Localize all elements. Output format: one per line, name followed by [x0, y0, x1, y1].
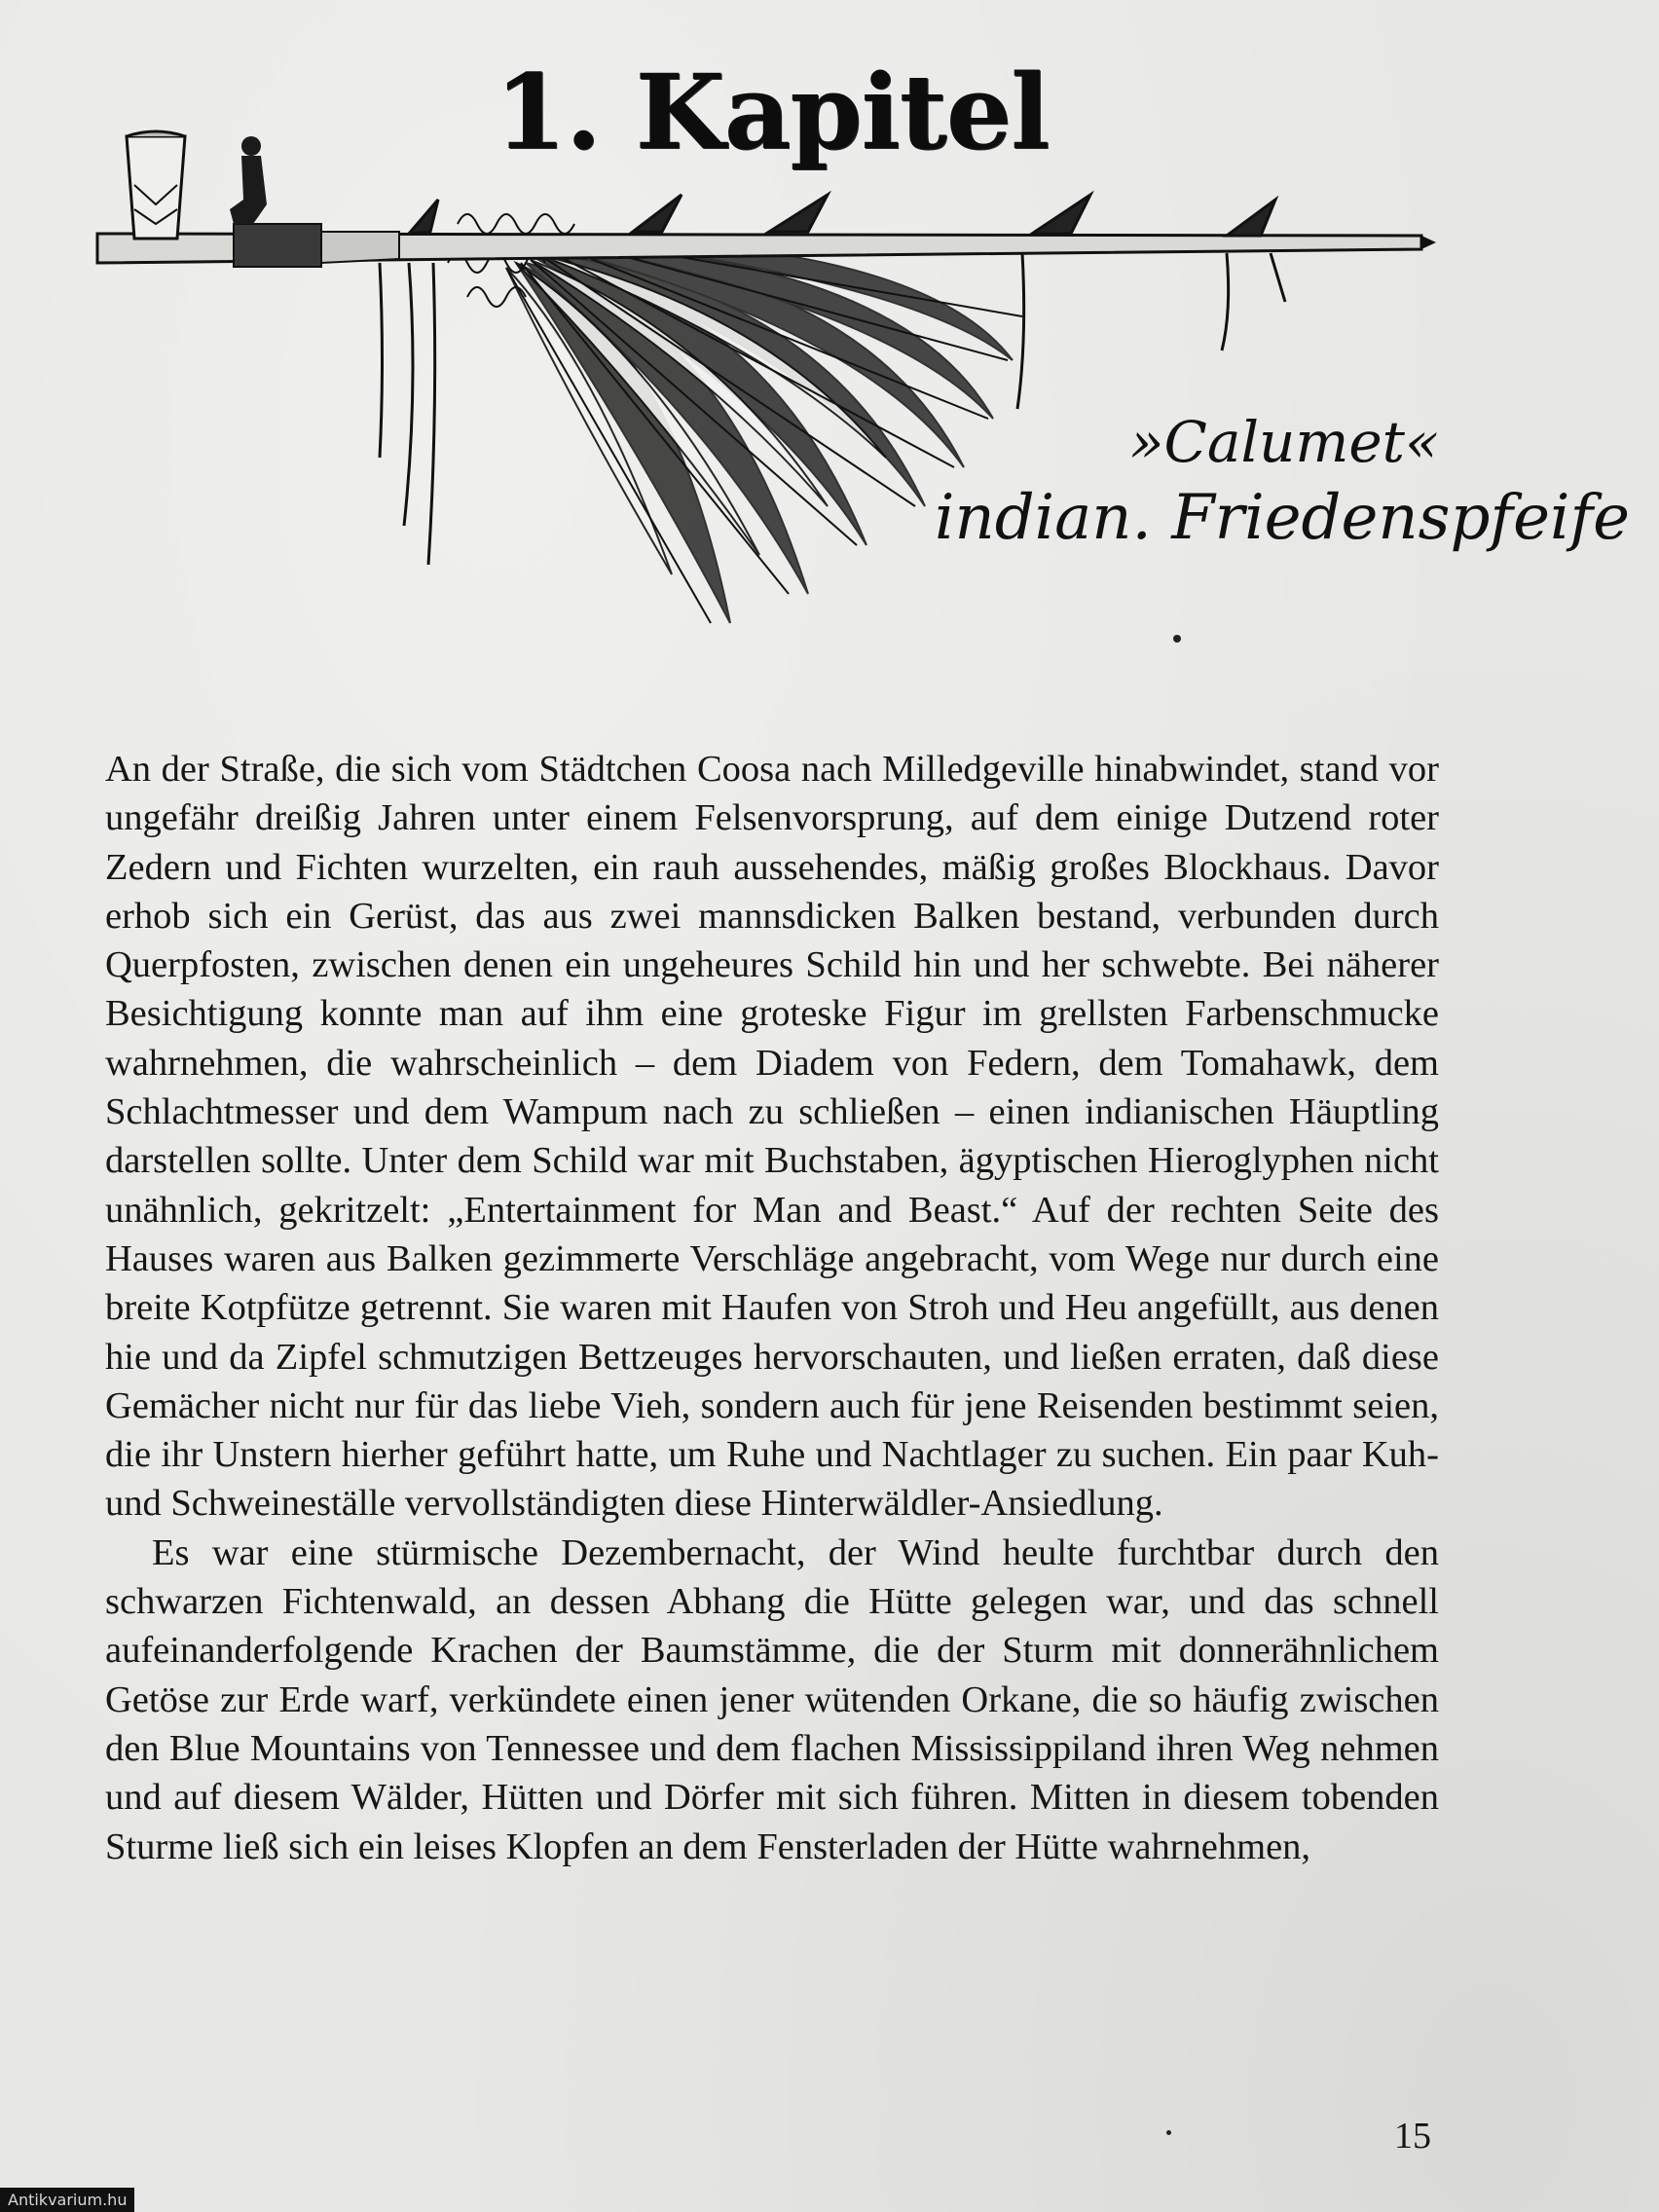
- watermark: Antikvarium.hu: [0, 2188, 134, 2212]
- page-number: 15: [1394, 2116, 1431, 2157]
- caption-friedenspfeife: indian. Friedenspfeife: [935, 482, 1630, 554]
- ink-speck: [1173, 635, 1181, 643]
- caption-calumet: »Calumet«: [1129, 409, 1440, 475]
- pipe-bowl: [127, 131, 185, 239]
- ink-speck: [1166, 2130, 1171, 2135]
- chapter-title: 1. Kapitel: [495, 51, 1050, 172]
- feathers: [506, 239, 1022, 623]
- body-text: [105, 745, 1439, 1871]
- seated-figure: [230, 136, 267, 224]
- stem-feathers: [409, 195, 1275, 236]
- paragraph-2: Es war eine stürmische Dezembernacht, der Wind heulte furchtbar durch den schwarzen Fichtenwald, an dessen Abhang die Hütte gelegen war, und das schnell aufeinanderfolgende Krachen der Baumstämme, die der Sturm mit donnerähnlichem Getöse zur Erde warf, verkündete einen jener wütenden Orkane, die so häufig zwischen den Blue Mountains von Tennessee und dem flachen Mississippiland ihren Weg nehmen und auf diesem Wälder, Hütten und Dörfer mit sich führen. Mitten in diesem tobenden Sturme ließ sich ein leises Klopfen an dem Fensterladen der Hütte wahrnehmen,: [105, 1531, 1439, 1867]
- paragraph-1: An der Straße, die sich vom Städtchen Coosa nach Milledgeville hinabwindet, stand vor ungefähr dreißig Jahren unter einem Felsenvorsprung, auf dem einige Dutzend roter Zedern und Fichten wurzelten, ein rauh aussehendes, mäßig großes Blockhaus. Davor erhob sich ein Gerüst, das aus zwei mannsdicken Balken bestand, verbunden durch Querpfosten, zwischen denen ein ungeheures Schild hin und her schwebte. Bei näherer Besichtigung konnte man auf ihm eine groteske Figur im grellsten Farbenschmucke wahrnehmen, die wahrscheinlich – dem Diadem von Federn, dem Tomahawk, dem Schlachtmesser und dem Wampum nach zu schließen – einen indianischen Häuptling darstellen sollte. Unter dem Schild war mit Buchstaben, ägyptischen Hieroglyphen nicht unähnlich, gekritzelt: „Entertainment for Man and Beast.“ Auf der rechten Seite des Hauses waren aus Balken gezimmerte Verschläge angebracht, vom Wege nur durch eine breite Kotpfütze getrennt. Sie waren mit Haufen von Stroh und Heu angefüllt, aus denen hie und da Zipfel schmutzigen Bettzeuges hervorschauten, und ließen erraten, daß diese Gemächer nicht nur für das liebe Vieh, sondern auch für jene Reisenden bestimmt seien, die ihr Unstern hierher geführt hatte, um Ruhe und Nachtlager zu suchen. Ein paar Kuh- und Schweineställe vervollständigten diese Hinterwäldler-Ansiedlung.: [105, 749, 1439, 1525]
